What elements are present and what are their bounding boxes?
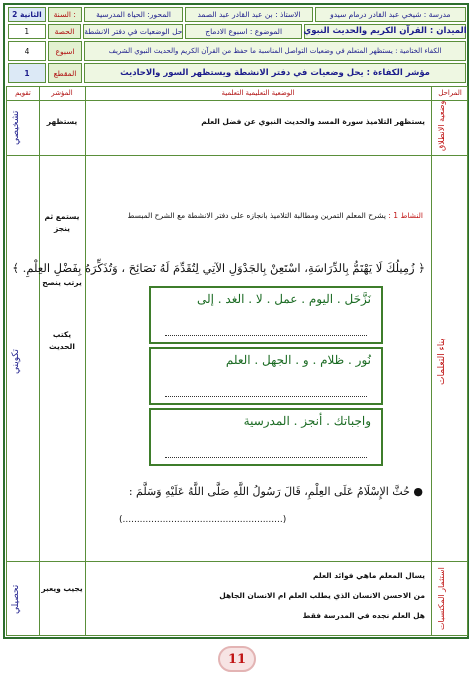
topic-label: الموضوع : اسبوع الادماج [185, 24, 302, 39]
session-label: الحصة [48, 24, 82, 39]
grade-value: الثانية 2 [8, 7, 46, 22]
week-label: اسبوع [48, 41, 82, 61]
activity-instruction [93, 209, 423, 223]
building-evaluation: تكويني [11, 349, 21, 375]
indicator-listen: يستمع ثم ينجز [44, 212, 80, 233]
exercise-verse: ﴿ زُمِيلُكَ لَا يَهْتَمُّ بِالدِّرَاسَةِ، اسْتَعِنْ بِالجَدْوَلِ الآتِي لِتُقَدِّمَ لَهُ نَصَائِحَ ، وَتُذَكِّرَهُ بِفَضْلِ العِلْمِ. ﴾ [12, 261, 425, 275]
axis-label: المحور: الحياة المدرسية [84, 7, 184, 22]
header-row-3 [8, 41, 466, 61]
header-row-4 [8, 63, 466, 83]
answer-line-1[interactable] [165, 335, 367, 336]
word-box-3 [149, 408, 383, 466]
col-evaluation-header: تقويم [15, 89, 31, 97]
school-name: مدرسة : شيخي عبد القادر درمام سيدو [315, 7, 466, 22]
activity-text: يشرح المعلم التمرين ومطالبة التلاميذ بانجازه على دفتر الانشطة مع الشرح المبسط [127, 211, 386, 220]
indicator-write: يكتب الحديث [49, 330, 75, 351]
hadith-answer-line[interactable]: (........................................................) [119, 515, 287, 525]
segment-label: المقطع [48, 63, 82, 83]
grade-label: السنة : [48, 7, 82, 22]
launch-evaluation: تشخيصي [11, 110, 21, 146]
lesson-table [6, 86, 468, 636]
stage-investment: استثمار المكتسبات [437, 567, 446, 631]
word-box-2-words: نُور . ظلام . و . الجهل . العلم [225, 353, 371, 367]
question-3: هل العلم نجده في المدرسة فقط [302, 611, 425, 620]
hadith-prompt: ● حُثَّ الإِسْلَامُ عَلَى العِلْمِ، قَالَ رَسُولُ اللَّهِ صَلَّى اللَّهُ عَلَيْهِ وَسَلَّمَ : [128, 485, 423, 498]
page-number: 11 [218, 646, 256, 672]
activity-label: حل الوضعيات في دفتر الانشطة [83, 24, 183, 39]
question-2: من الاحسن الانسان الذي يطلب العلم ام الانسان الجاهل [219, 591, 425, 600]
competency-indicator: مؤشر الكفاءة : يحل وضعيات في دفتر الانشطة ويستظهر السور والاحاديث [84, 63, 466, 83]
question-1: يسال المعلم ماهي فوائد العلم [313, 571, 425, 580]
week-value: 4 [8, 41, 46, 61]
answer-line-2[interactable] [165, 396, 367, 397]
field-label: الميدان : القرآن الكريم والحديث النبوي [304, 24, 466, 39]
word-box-3-words: واجباتك . أنجز . المدرسية [243, 414, 371, 428]
launch-indicator: يستظهر [46, 117, 78, 126]
segment-value: 1 [8, 63, 46, 83]
teacher-name: الاستاذ : بن عبد القادر عبد الصمد [185, 7, 312, 22]
launch-text: يستظهر التلاميذ سورة المسد والحديث النبوي عن فضل العلم [201, 117, 425, 126]
col-indicator-header: المؤشر [51, 89, 73, 97]
stage-launch: وضعية الانطلاق [437, 100, 446, 151]
indicator-arrange: يرتب ينصح [42, 278, 82, 287]
word-box-2 [149, 347, 383, 405]
header-row-1 [8, 7, 466, 22]
answer-line-3[interactable] [165, 457, 367, 458]
session-value: 1 [8, 24, 46, 39]
col-stages-header: المراحل [438, 89, 462, 97]
final-competency: الكفاء الختامية : يستظهر المتعلم في وضعيات التواصل المناسبة ما حفظ من القرآن الكريم والحديث النبوي الشريف [84, 41, 466, 61]
investment-evaluation: تحصيلي [11, 584, 21, 614]
investment-indicator: يجيب ويعبر [41, 584, 83, 593]
activity-label: النشاط 1 : [388, 211, 423, 220]
col-situation-header: الوضعية التعليمية التعلمية [221, 89, 295, 97]
word-box-1-words: نَزَّحَل . اليوم . عمل . لا . الغد . إلى [196, 292, 371, 306]
word-box-1 [149, 286, 383, 344]
stage-building: بناء التعلمات [437, 338, 447, 386]
header-row-2 [8, 24, 466, 39]
